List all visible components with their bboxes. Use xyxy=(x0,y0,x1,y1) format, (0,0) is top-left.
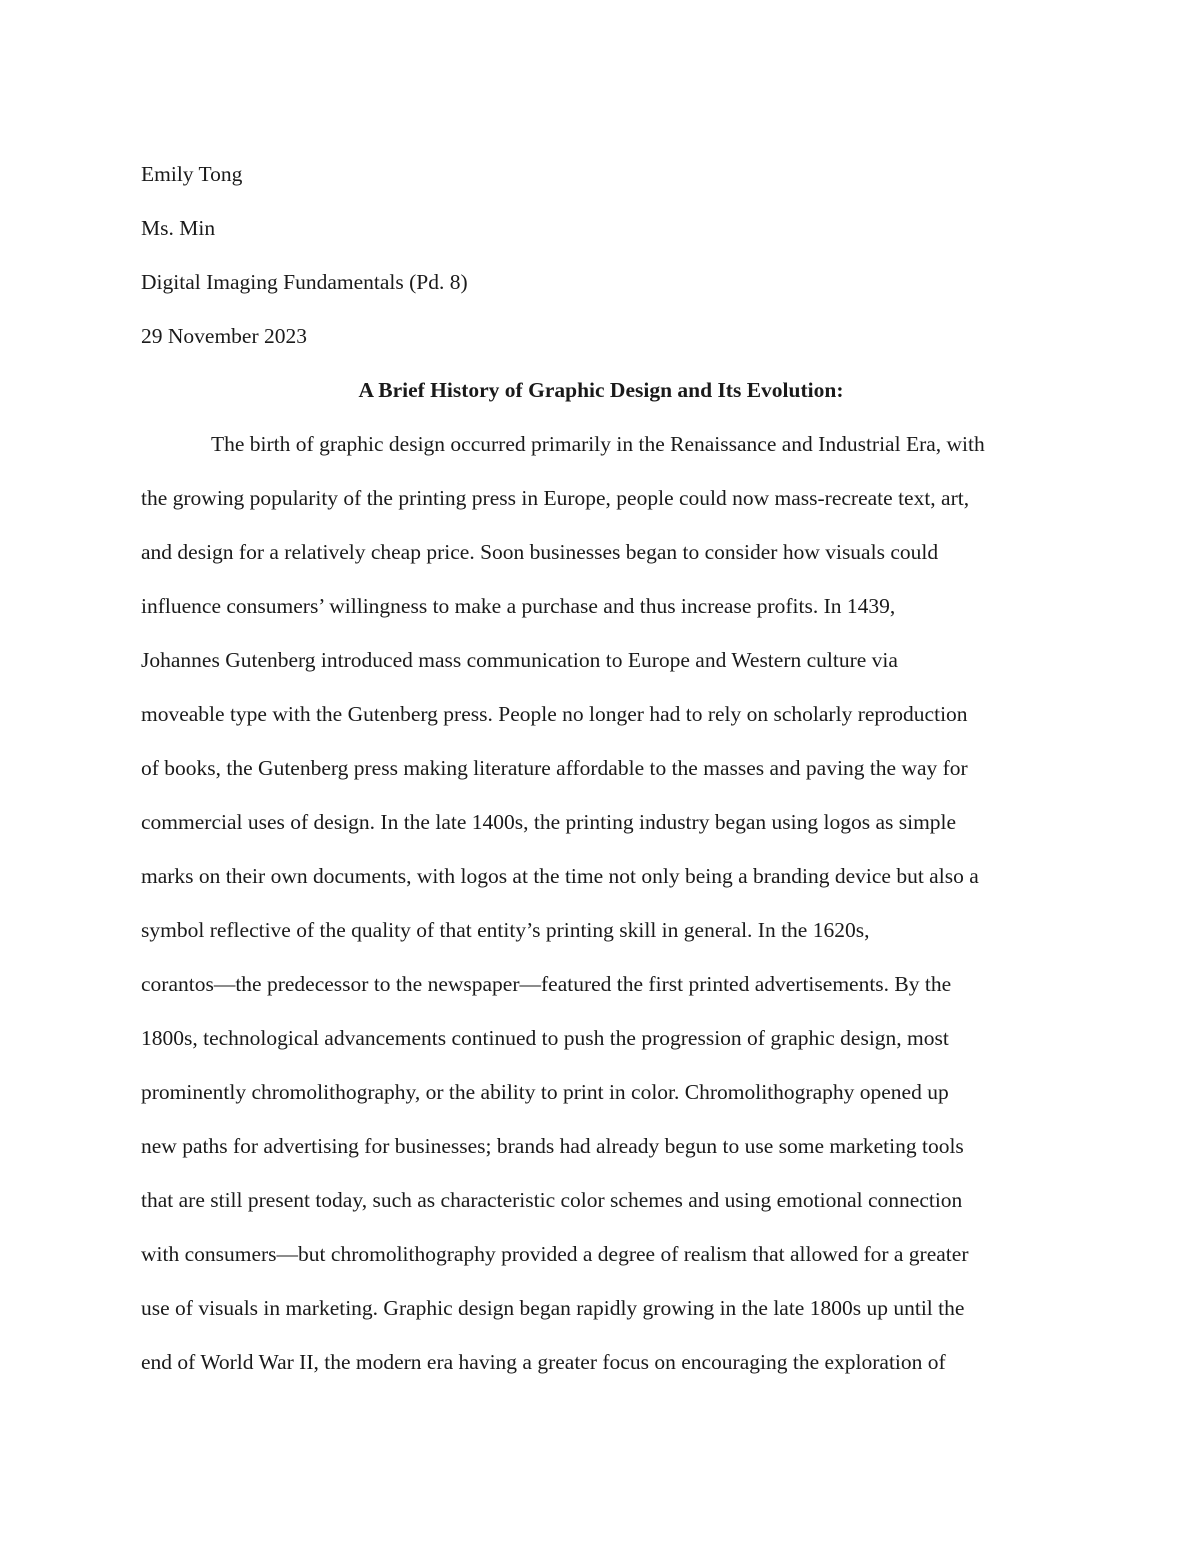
body-line: marks on their own documents, with logos at the time not only being a branding device but also a xyxy=(141,864,979,888)
body-line: moveable type with the Gutenberg press. People no longer had to rely on scholarly reproduction xyxy=(141,702,968,726)
body-line: corantos—the predecessor to the newspaper—featured the first printed advertisements. By the xyxy=(141,972,952,996)
body-line: that are still present today, such as characteristic color schemes and using emotional connection xyxy=(141,1188,963,1212)
body-line: 1800s, technological advancements continued to push the progression of graphic design, most xyxy=(141,1026,949,1050)
teacher-name: Ms. Min xyxy=(141,216,216,240)
body-line: The birth of graphic design occurred primarily in the Renaissance and Industrial Era, with xyxy=(211,432,985,456)
body-line: and design for a relatively cheap price. Soon businesses began to consider how visuals could xyxy=(141,540,939,564)
essay-title: A Brief History of Graphic Design and Its Evolution: xyxy=(358,378,844,402)
body-line: end of World War II, the modern era having a greater focus on encouraging the exploration of xyxy=(141,1350,946,1374)
essay-text xyxy=(141,155,1061,1397)
body-line: with consumers—but chromolithography provided a degree of realism that allowed for a greater xyxy=(141,1242,969,1266)
essay-date: 29 November 2023 xyxy=(141,324,307,348)
body-line: of books, the Gutenberg press making literature affordable to the masses and paving the way for xyxy=(141,756,968,780)
body-line: prominently chromolithography, or the ability to print in color. Chromolithography opened up xyxy=(141,1080,949,1104)
author-name: Emily Tong xyxy=(141,162,243,186)
body-line: influence consumers’ willingness to make a purchase and thus increase profits. In 1439, xyxy=(141,594,896,618)
body-line: commercial uses of design. In the late 1400s, the printing industry began using logos as simple xyxy=(141,810,957,834)
body-line: symbol reflective of the quality of that entity’s printing skill in general. In the 1620s, xyxy=(141,918,870,942)
course-name: Digital Imaging Fundamentals (Pd. 8) xyxy=(141,270,468,294)
body-line: the growing popularity of the printing press in Europe, people could now mass-recreate text, art, xyxy=(141,486,970,510)
body-line: Johannes Gutenberg introduced mass communication to Europe and Western culture via xyxy=(141,648,898,672)
body-line: new paths for advertising for businesses; brands had already begun to use some marketing tools xyxy=(141,1134,964,1158)
body-line: use of visuals in marketing. Graphic design began rapidly growing in the late 1800s up until the xyxy=(141,1296,965,1320)
